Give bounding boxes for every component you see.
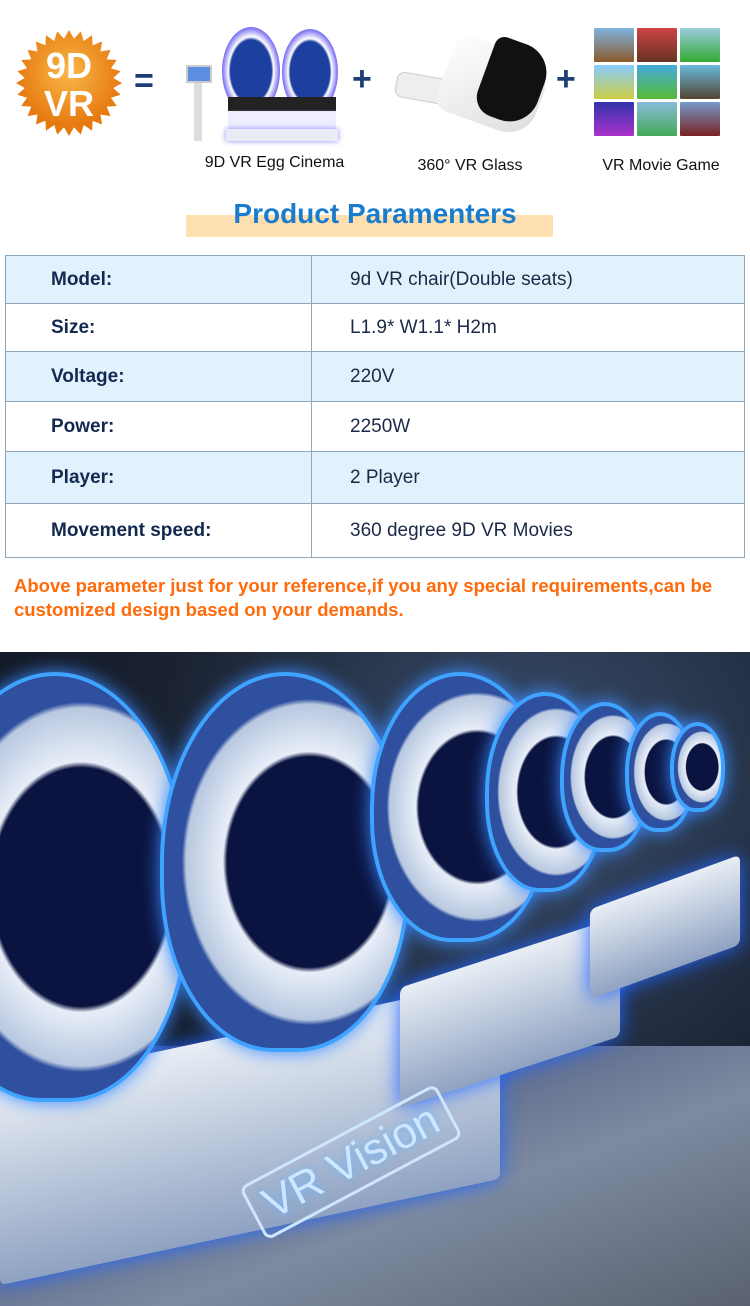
table-row [6, 402, 745, 452]
param-label: Size: [6, 304, 312, 352]
param-value: 2 Player [312, 452, 745, 504]
param-label: Voltage: [6, 352, 312, 402]
plus-sign: + [352, 60, 372, 98]
vr-egg-chairs-photo [0, 652, 750, 1306]
caption-vr-glass: 360° VR Glass [417, 157, 523, 174]
badge-line2: VR [43, 83, 94, 124]
caption-egg-cinema: 9D VR Egg Cinema [204, 154, 345, 171]
param-label: Player: [6, 452, 312, 504]
param-label: Movement speed: [6, 504, 312, 558]
equals-sign: = [134, 62, 154, 100]
param-label: Power: [6, 402, 312, 452]
9d-vr-badge [16, 30, 122, 136]
table-row [6, 504, 745, 558]
table-row [6, 352, 745, 402]
param-label: Model: [6, 256, 312, 304]
param-value: L1.9* W1.1* H2m [312, 304, 745, 352]
vr-glass-image [395, 40, 545, 140]
vr-vision-logo: VR Vision [239, 1083, 464, 1240]
param-value: 2250W [312, 402, 745, 452]
table-row [6, 304, 745, 352]
egg-cinema-image [182, 25, 342, 145]
section-title: Product Paramenters [233, 198, 517, 229]
table-row [6, 256, 745, 304]
badge-line1: 9D [45, 45, 93, 86]
game-thumbnails [594, 28, 724, 136]
customization-note: Above parameter just for your reference,if you any special requirements,can be customized design based on your demands. [14, 575, 713, 620]
table-row [6, 452, 745, 504]
caption-vr-movie-game: VR Movie Game [602, 157, 720, 174]
param-value: 360 degree 9D VR Movies [312, 504, 745, 558]
parameters-table [5, 255, 745, 558]
plus-sign: + [556, 60, 576, 98]
param-value: 220V [312, 352, 745, 402]
param-value: 9d VR chair(Double seats) [312, 256, 745, 304]
